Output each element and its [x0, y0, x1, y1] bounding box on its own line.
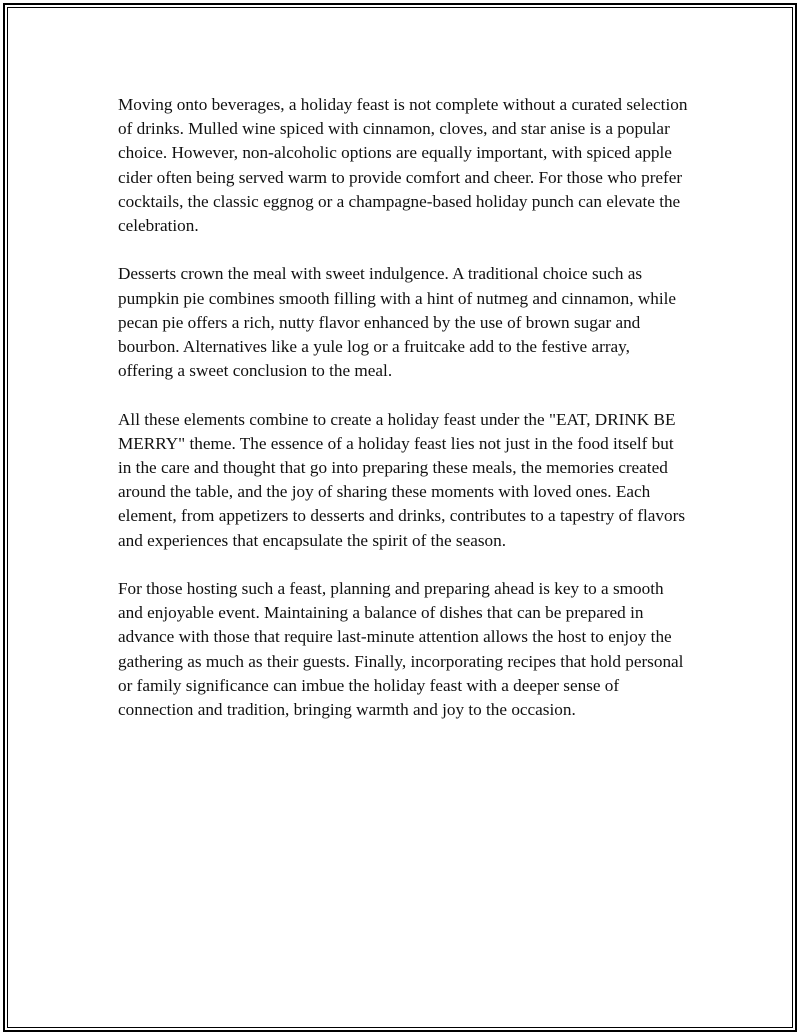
- document-body: [118, 93, 688, 746]
- paragraph-hosting: For those hosting such a feast, planning and preparing ahead is key to a smooth and enjoyable event. Maintaining a balance of dishes that can be prepared in advance with those that require last-minute attention allows the host to enjoy the gathering as much as their guests. Finally, incorporating recipes that hold personal or family significance can imbue the holiday feast with a deeper sense of connection and tradition, bringing warmth and joy to the occasion.: [118, 579, 684, 720]
- paragraph-beverages: Moving onto beverages, a holiday feast is not complete without a curated selection of drinks. Mulled wine spiced with cinnamon, cloves, and star anise is a popular choice. However, non-alcoholic options are equally important, with spiced apple cider often being served warm to provide comfort and cheer. For those who prefer cocktails, the classic eggnog or a champagne-based holiday punch can elevate the celebration.: [118, 95, 688, 236]
- paragraph-theme: All these elements combine to create a holiday feast under the "EAT, DRINK BE MERRY" theme. The essence of a holiday feast lies not just in the food itself but in the care and thought that go into preparing these meals, the memories created around the table, and the joy of sharing these moments with loved ones. Each element, from appetizers to desserts and drinks, contributes to a tapestry of flavors and experiences that encapsulate the spirit of the season.: [118, 409, 686, 550]
- paragraph-desserts: Desserts crown the meal with sweet indulgence. A traditional choice such as pumpkin pie combines smooth filling with a hint of nutmeg and cinnamon, while pecan pie offers a rich, nutty flavor enhanced by the use of brown sugar and bourbon. Alternatives like a yule log or a fruitcake add to the festive array, offering a sweet conclusion to the meal.: [118, 264, 677, 381]
